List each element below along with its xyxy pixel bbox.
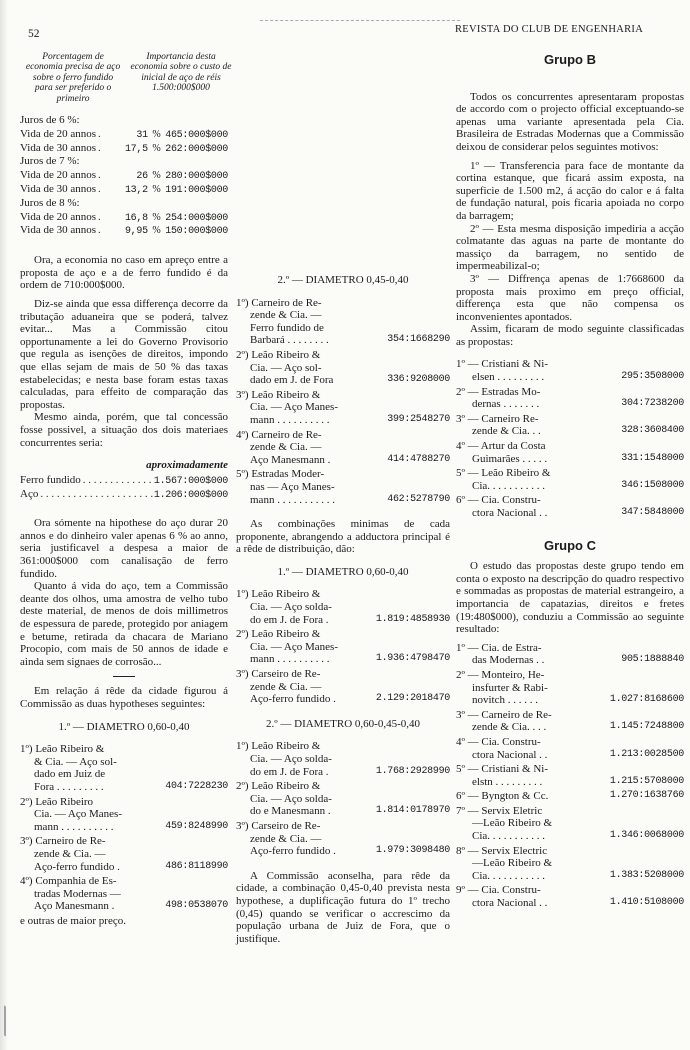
entry-line: Cia. — Aço solda- [250,753,332,765]
entry-line: Aço-ferro fundido . [250,845,336,858]
pct-sign: % [152,211,161,223]
amount-value: 414:4788270 [387,453,450,465]
table-row [20,488,228,502]
column-left [20,52,232,928]
amount-value: 304:7238200 [621,398,684,410]
entry-line: —Leão Ribeiro & [472,857,553,870]
entry-line: do em J. de Fora . [250,765,329,778]
entry-line: Cia. . . . . . . . . . . [472,869,546,882]
table-row [20,211,228,225]
column-right [456,52,684,912]
entry-line: tradas Modernas — [34,887,121,900]
pct-value: 26 [136,171,148,183]
paragraph: As combinações minimas de cada proponente, abrangendo a adductora principal é a rêde de distribuição, dão: [236,518,450,556]
economy-table [20,114,228,238]
pct-value: 13,2 [124,185,148,197]
entry-line: 5º — Cristiani & Ni- [456,763,549,776]
top-rule [260,20,460,21]
section-title: 2.º — DIAMETRO 0,60-0,45-0,40 [265,717,421,730]
entry-line: & Cia. — Aço sol- [34,755,117,768]
list-item [236,297,450,347]
entry-text [236,297,360,347]
materials-table [20,474,228,502]
table-group-label: Juros de 8 %: [20,196,80,209]
entry-line: 2º) Leão Ribeiro & [236,780,321,793]
page-crease-shadow [0,0,8,1050]
entry-line: do em J. de Fora . [250,613,329,626]
list-item [236,780,450,818]
entry-line: dernas . . . . . . . [472,398,540,411]
entry-line: nas — Aço Manes- [250,480,335,493]
entry-line: 7º — Servix Eletric [456,804,543,817]
amount-value: 354:1668290 [387,334,450,346]
entry-line: 2º — Estradas Mo- [456,385,541,398]
entry-text [236,780,360,818]
tail-text: e outras de maior preço. [20,914,126,927]
list-item [456,845,684,883]
entry-line: 3º) Leão Ribeiro & [236,388,321,401]
entry-line: das Modernas . . [472,654,545,667]
entry-line: novitch . . . . . . [472,694,538,707]
entry-line: 4º — Artur da Costa [456,440,546,453]
entry-text [456,709,580,734]
section-title: 2.º — DIAMETRO 0,45-0,40 [277,274,409,286]
bid-list [20,743,228,913]
entry-line: Cia. — Aço sol- [250,361,322,374]
entry-line: Cia. . . . . . . . . . . [472,830,546,843]
paragraph: A Commissão aconselha, para rêde da cidade, a combinação 0,45-0,40 prevista nesta hypothese, a duplificação futura do 1º trecho (0,45) quando se verificar o accrescimo da população urbana de Juiz de Fora, que o justifique. [236,869,450,945]
entry-text [456,440,580,465]
amount-value: 462:5278790 [387,493,450,505]
economy-table-header [24,52,234,104]
entry-text [236,588,360,626]
approx-label: aproximadamente [146,459,228,472]
group-heading: Grupo B [544,52,596,67]
entry-line: 8º — Servix Electric [456,844,548,857]
entry-line: mann . . . . . . . . . . [250,653,330,666]
ranking-list [456,358,684,519]
amount-value: 150:000$000 [165,226,228,238]
amount-value: 328:3608400 [621,425,684,437]
amount-value: 1.768:2928990 [375,765,450,777]
list-item [456,669,684,707]
list-item [456,494,684,519]
entry-line: 3º — Carneiro Re- [456,412,539,425]
entry-text [456,494,580,519]
pct-value: 16,8 [124,212,148,224]
entry-text [236,628,360,666]
pct-value: 31 [136,129,148,141]
entry-line: 3º) Carseiro de Re- [236,668,321,681]
paragraph: Ora sómente na hipothese do aço durar 20 annos e do dinheiro valer apenas 6 % ao anno, seria justificavel a despesa a maior de 361:000$000 com canalisação de ferro fundido. [20,517,228,580]
entry-text [20,875,144,913]
table-row [20,224,228,238]
paragraph: 1º — Transferencia para face de montante da cortina estanque, que ficará assim exposta, na superficie de 1.500 m2, á acção do calor e á falta de fundação natural, pois ficaria apoiada no corpo da barragem; [456,159,684,222]
list-item [456,440,684,465]
page-number: 52 [28,28,40,40]
table-row [20,128,228,142]
entry-line: zende & Cia. — [250,309,322,322]
entry-line: do e Manesmann . [250,805,331,818]
amount-value: 1.383:5208000 [609,869,684,881]
entry-line: 3º — Carneiro de Re- [456,708,552,721]
entry-line: 4º) Companhia de Es- [20,875,117,888]
table-row [20,183,228,197]
amount-value: 347:5848000 [621,507,684,518]
entry-text [456,386,580,411]
ranking-list [456,642,684,910]
entry-line: zende & Cia. . . . [472,721,547,734]
entry-text [236,740,360,778]
entry-line: zende & Cia. — [250,680,322,693]
col-header-pct: Porcentagem de economia precisa de aço sobre o ferro fundido para ser preferido o primeiro [25,52,121,104]
entry-line: 1º) Leão Ribeiro & [236,588,321,601]
entry-line: 1º) Leão Ribeiro & [20,743,105,756]
list-item [236,468,450,506]
pct-value: 9,95 [124,226,148,238]
entry-line: zende & Cia. — [34,847,106,860]
entry-line: Cia. — Aço Manes- [34,808,122,821]
amount-value: 346:1508000 [621,479,684,491]
list-item [20,796,228,834]
column-middle [236,274,450,945]
entry-text [456,763,580,788]
pct-value: 17,5 [124,143,148,155]
amount-value: 1.346:0068000 [609,830,684,842]
entry-line: Cia. — Aço solda- [250,792,332,805]
entry-line: zende & Cia. — [250,832,322,845]
entry-line: 3º) Carneiro de Re- [20,835,106,848]
entry-line: dado em J. de Fora [250,374,334,387]
paragraph: Quanto á vida do aço, tem a Commissão deante dos olhos, uma amostra de velho tubo deste material, de menos de dois millimetros de espessura de parede, protegido por aniagem e betume, retirada da chacara de Mariano Procopio, com mais de 50 annos de idade e ainda sem signaes de corrosão... [20,580,228,668]
table-row [20,474,228,488]
amount-value: 1.215:5708000 [609,775,684,787]
entry-text [236,820,360,858]
paragraph: Ora, a economia no caso em apreço entre a proposta de aço e a de ferro fundido é da ordem de 710:000$000. [20,254,228,292]
list-item [456,790,684,803]
entry-line: 2º — Monteiro, He- [456,668,545,681]
section-title: 1.º — DIAMETRO 0,60-0,40 [58,720,190,733]
entry-line: 4º — Cia. Constru- [456,735,541,748]
pct-sign: % [152,225,161,237]
entry-text [456,358,580,383]
entry-line: mann . . . . . . . . . . [250,413,330,426]
list-item [456,805,684,843]
entry-line: 1º) Leão Ribeiro & [236,740,321,753]
amount-value: 459:8248990 [165,820,228,832]
row-label: Vida de 30 annos [20,183,97,196]
entry-line: ctora Nacional . . [472,507,548,519]
entry-text [20,743,144,793]
list-item [456,642,684,667]
entry-line: zende & Cia. . . [472,425,541,438]
amount-value: 262:000$000 [165,143,228,155]
bid-list [236,297,450,507]
entry-text [236,349,360,387]
entry-text [456,467,580,492]
entry-line: ctora Nacional . . [472,897,548,910]
bid-list [236,588,450,705]
row-label: Ferro fundido [20,473,81,486]
amount-value: 280:000$000 [165,171,228,183]
table-group-label: Juros de 6 %: [20,114,80,127]
amount-value: 905:1888840 [621,654,684,666]
journal-title: REVISTA DO CLUB DE ENGENHARIA [455,24,644,35]
paragraph: Diz-se ainda que essa differença decorre da tributação aduaneira que se poderá, talvez evitar... Mas a Commissão citou opportunamente a lei do Governo Provisorio que regula as isenções de direitos, impondo que ellas sejam de mais de 50 % das taxas estabelecidas; e nesta base foram estas taxas calculadas, para effeito de comparação das propostas. [20,297,228,411]
entry-line: 6º — Cia. Constru- [456,494,541,507]
list-item [456,386,684,411]
entry-text [20,835,144,873]
entry-text [236,429,360,467]
entry-line: 1º — Cristiani & Ni- [456,358,549,371]
entry-line: Aço-ferro fundido . [34,860,120,873]
entry-line: 6º — Byngton & Cc. [456,790,549,803]
amount-value: 404:7228230 [165,780,228,792]
entry-line: Fora . . . . . . . . . [34,780,104,793]
row-label: Vida de 20 annos [20,210,97,223]
entry-text [236,668,360,706]
list-item [20,743,228,793]
list-item [20,875,228,913]
section-title: 1.º — DIAMETRO 0,60-0,40 [277,565,409,578]
col-header-imp: Importancia desta economia sobre o custo de inicial de aço de réis 1.500:000$000 [130,52,232,94]
entry-text [456,805,580,843]
amount-value: 465:000$000 [165,129,228,141]
row-label: Vida de 20 annos [20,169,97,182]
entry-text [456,642,580,667]
entry-line: Ferro fundido de [250,321,324,334]
list-item [236,429,450,467]
entry-line: elstn . . . . . . . . . [472,775,543,788]
list-item [236,668,450,706]
amount-value: 191:000$000 [165,185,228,197]
list-item [236,389,450,427]
list-item [20,835,228,873]
entry-line: Cia. — Aço Manes- [250,401,338,414]
amount-value: 1.027:8168600 [609,694,684,706]
entry-text [456,790,580,803]
entry-line: 2º) Leão Ribeiro & [236,348,321,361]
pct-sign: % [152,128,161,140]
entry-line: Aço-ferro fundido . [250,693,336,706]
dot-leader [38,488,154,501]
amount-value: 1.814:0178970 [375,805,450,817]
amount-value: 1.145:7248800 [609,721,684,733]
entry-line: ctora Nacional . . [472,748,548,761]
entry-text [456,413,580,438]
entry-line: 2º) Leão Ribeiro [20,795,94,808]
entry-text [20,796,144,834]
list-item [236,820,450,858]
amount-value: 2.129:2018470 [375,693,450,705]
list-item [456,763,684,788]
amount-value: 1.270:1638760 [609,790,684,802]
entry-line: insfurter & Rabi- [472,681,548,694]
paragraph: Mesmo ainda, porém, que tal concessão fosse possivel, a situação dos dois materiaes concurrentes seria: [20,411,228,449]
entry-line: zende & Cia. — [250,441,322,454]
amount-value: 1.567:000$000 [153,475,228,487]
entry-text [456,736,580,761]
amount-value: 254:000$000 [165,212,228,224]
paragraph: Assim, ficaram de modo seguinte classificadas as propostas: [456,323,684,348]
entry-line: mann . . . . . . . . . . . [250,493,335,506]
list-item [236,349,450,387]
amount-value: 1.206:000$000 [153,489,228,501]
row-label: Aço [20,487,39,500]
list-item [236,740,450,778]
entry-line: 1º) Carneiro de Re- [236,296,322,309]
paragraph: 2º — Esta mesma disposição impediria a acção colmatante das aguas na parte de montante do massiço da barragem, no sentido de impermeabilizal-o; [456,222,684,273]
amount-value: 336:9208000 [387,374,450,386]
entry-line: Cia. . . . . . . . . . . [472,479,546,492]
entry-line: Aço Manesmann . [250,453,331,466]
table-group-label: Juros de 7 %: [20,155,80,168]
amount-value: 1.819:4858930 [375,613,450,625]
entry-line: Cia. — Aço Manes- [250,640,338,653]
entry-text [236,389,360,427]
pct-sign: % [152,170,161,182]
table-row [20,169,228,183]
entry-text [456,845,580,883]
amount-value: 498:0538070 [165,900,228,912]
separator-rule [113,676,135,677]
amount-value: 1.979:3098480 [375,845,450,857]
entry-line: Guimarães . . . . . [472,452,548,465]
entry-line: Barbará . . . . . . . . [250,334,329,347]
entry-line: dado em Juiz de [34,768,106,781]
pct-sign: % [152,142,161,154]
entry-line: 5º — Leão Ribeiro & [456,467,551,480]
entry-text [236,468,360,506]
list-item [236,628,450,666]
paragraph: Todos os concurrentes apresentaram propostas de accordo com o projecto official exceptuando-se apenas uma variante apresentada pela Cia. Brasileira de Estradas Modernas que a Commissão deixou de considerar pelos seguintes motivos: [456,90,684,153]
dot-leader [81,474,154,487]
amount-value: 1.410:5108000 [609,897,684,909]
paragraph: O estudo das propostas deste grupo tendo em conta o exposto na descripção do quadro respectivo e sommadas as propostas de material estrangeiro, a importancia de capatazias, direitos e fretes (19:480$000), conduziu a Commissão ao seguinte resultado: [456,560,684,636]
list-item [236,588,450,626]
list-item [456,467,684,492]
entry-line: —Leão Ribeiro & [472,817,553,830]
list-item [456,884,684,909]
entry-line: Aço Manesmann . [34,900,115,913]
amount-value: 399:2548270 [387,413,450,425]
row-label: Vida de 20 annos [20,127,97,140]
amount-value: 486:8118990 [165,860,228,872]
paragraph: 3º — Diffrença apenas de 1:7668600 da proposta mais proximo em preço official, differença esta que não compensa os inconvenientes apontados. [456,272,684,323]
entry-line: mann . . . . . . . . . . [34,820,114,833]
entry-line: 4º) Carneiro de Re- [236,428,322,441]
list-item [456,736,684,761]
list-item [456,709,684,734]
entry-text [456,669,580,707]
paragraph: Em relação á rêde da cidade figurou á Commissão as duas hypotheses seguintes: [20,685,228,711]
row-label: Vida de 30 annos [20,224,97,237]
bid-list [236,740,450,857]
amount-value: 295:3508000 [621,371,684,383]
list-item [456,358,684,383]
list-item [456,413,684,438]
entry-line: 9º — Cia. Constru- [456,884,541,897]
amount-value: 1.936:4798470 [375,653,450,665]
amount-value: 1.213:0028500 [609,748,684,760]
pct-sign: % [152,184,161,196]
entry-line: Cia. — Aço solda- [250,601,332,614]
entry-line: 1º — Cia. de Estra- [456,641,542,654]
group-heading: Grupo C [544,537,596,553]
amount-value: 331:1548000 [621,452,684,464]
row-label: Vida de 30 annos [20,141,97,154]
entry-line: 3º) Carseiro de Re- [236,819,321,832]
entry-text [456,884,580,909]
entry-line: 2º) Leão Ribeiro & [236,628,321,641]
entry-line: elsen . . . . . . . . . [472,371,545,384]
table-row [20,142,228,156]
entry-line: 5º) Estradas Moder- [236,468,325,481]
